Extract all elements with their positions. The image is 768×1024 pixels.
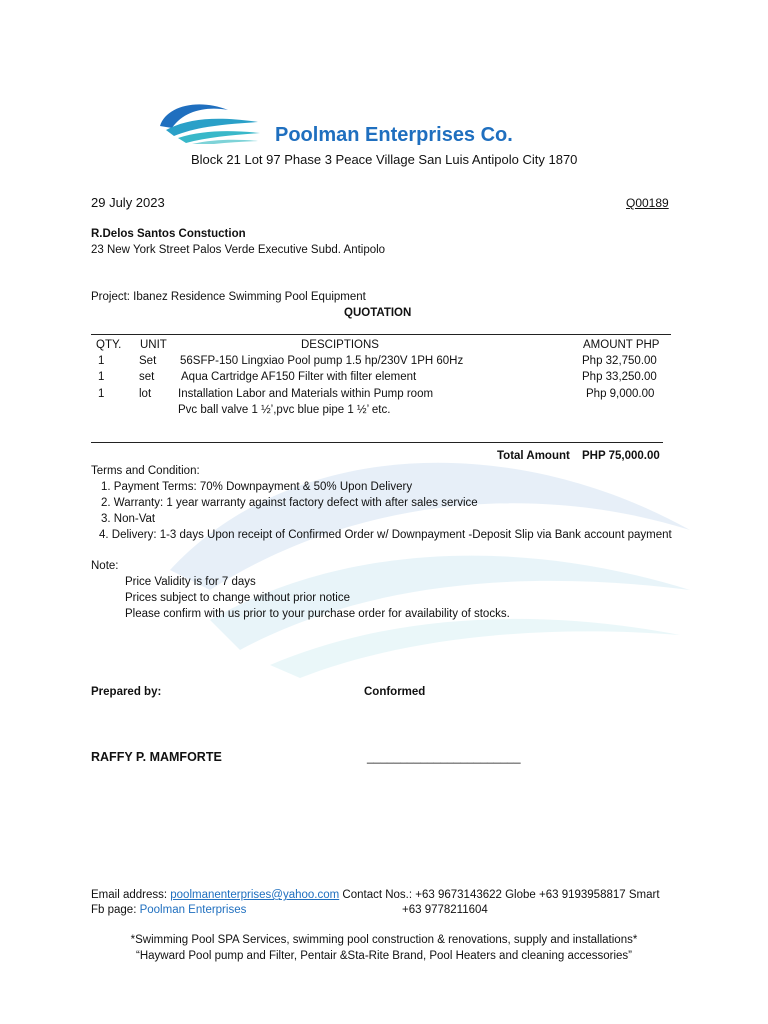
- note-item: Price Validity is for 7 days: [125, 576, 256, 588]
- row2-amount: Php 33,250.00: [582, 371, 657, 383]
- company-address: Block 21 Lot 97 Phase 3 Peace Village San Luis Antipolo City 1870: [191, 152, 578, 167]
- row2-description: Aqua Cartridge AF150 Filter with filter element: [181, 371, 417, 383]
- client-name: R.Delos Santos Constuction: [91, 228, 246, 240]
- note-item: Prices subject to change without prior notice: [125, 592, 351, 604]
- contact-numbers: Contact Nos.: +63 9673143622 Globe +63 9193958817 Smart: [339, 889, 660, 901]
- fb-label: Fb page:: [91, 904, 140, 916]
- row3-unit: lot: [139, 388, 152, 400]
- footer-fb-line: [91, 904, 246, 916]
- row2-qty: 1: [98, 371, 105, 383]
- row3-description: Installation Labor and Materials within Pump room: [178, 388, 434, 400]
- note-item: Please confirm with us prior to your purchase order for availability of stocks.: [125, 608, 510, 620]
- tagline-brands: “Hayward Pool pump and Filter, Pentair &Sta-Rite Brand, Pool Heaters and cleaning accessories”: [135, 950, 633, 962]
- email-label: Email address:: [91, 889, 171, 901]
- document-title: QUOTATION: [344, 307, 412, 319]
- row1-qty: 1: [98, 355, 105, 367]
- row1-description: 56SFP-150 Lingxiao Pool pump 1.5 hp/230V 1PH 60Hz: [180, 355, 464, 367]
- term-item: 2. Warranty: 1 year warranty against factory defect with after sales service: [101, 497, 478, 509]
- signer-name: RAFFY P. MAMFORTE: [91, 750, 222, 764]
- quotation-number: Q00189: [626, 196, 669, 210]
- total-amount-value: PHP 75,000.00: [582, 450, 660, 462]
- description-header: DESCIPTIONS: [301, 339, 379, 351]
- table-top-rule: [91, 334, 671, 335]
- note-heading: Note:: [91, 560, 119, 572]
- contact-number-2: +63 9778211604: [402, 904, 488, 916]
- tagline-services: *Swimming Pool SPA Services, swimming pool construction & renovations, supply and installations*: [130, 934, 638, 946]
- project-name: Project: Ibanez Residence Swimming Pool Equipment: [91, 291, 366, 303]
- total-amount-label: Total Amount: [497, 450, 570, 462]
- quotation-date: 29 July 2023: [91, 195, 165, 210]
- footer-contact-line: [91, 889, 660, 901]
- signature-line: _______________________: [367, 750, 521, 764]
- unit-header: UNIT: [140, 339, 167, 351]
- row2-unit: set: [139, 371, 155, 383]
- company-name: Poolman Enterprises Co.: [275, 124, 513, 146]
- fb-page-link[interactable]: Poolman Enterprises: [139, 904, 247, 916]
- row3-description-line2: Pvc ball valve 1 ½’,pvc blue pipe 1 ½’ etc.: [178, 404, 391, 416]
- client-address: 23 New York Street Palos Verde Executive Subd. Antipolo: [91, 244, 386, 256]
- row3-qty: 1: [98, 388, 105, 400]
- term-item: 1. Payment Terms: 70% Downpayment & 50% Upon Delivery: [101, 481, 413, 493]
- row1-unit: Set: [139, 355, 157, 367]
- row3-amount: Php 9,000.00: [586, 388, 655, 400]
- table-bottom-rule: [91, 442, 663, 443]
- poolman-wave-logo-icon: [158, 100, 262, 144]
- term-item: 4. Delivery: 1-3 days Upon receipt of Confirmed Order w/ Downpayment -Deposit Slip via Bank account payment: [99, 529, 672, 541]
- prepared-by-label: Prepared by:: [91, 686, 162, 698]
- email-link[interactable]: poolmanenterprises@yahoo.com: [170, 889, 340, 901]
- row1-amount: Php 32,750.00: [582, 355, 657, 367]
- qty-header: QTY.: [96, 339, 122, 351]
- amount-header: AMOUNT PHP: [583, 339, 660, 351]
- conformed-label: Conformed: [364, 686, 426, 698]
- terms-heading: Terms and Condition:: [91, 465, 200, 477]
- term-item: 3. Non-Vat: [101, 513, 156, 525]
